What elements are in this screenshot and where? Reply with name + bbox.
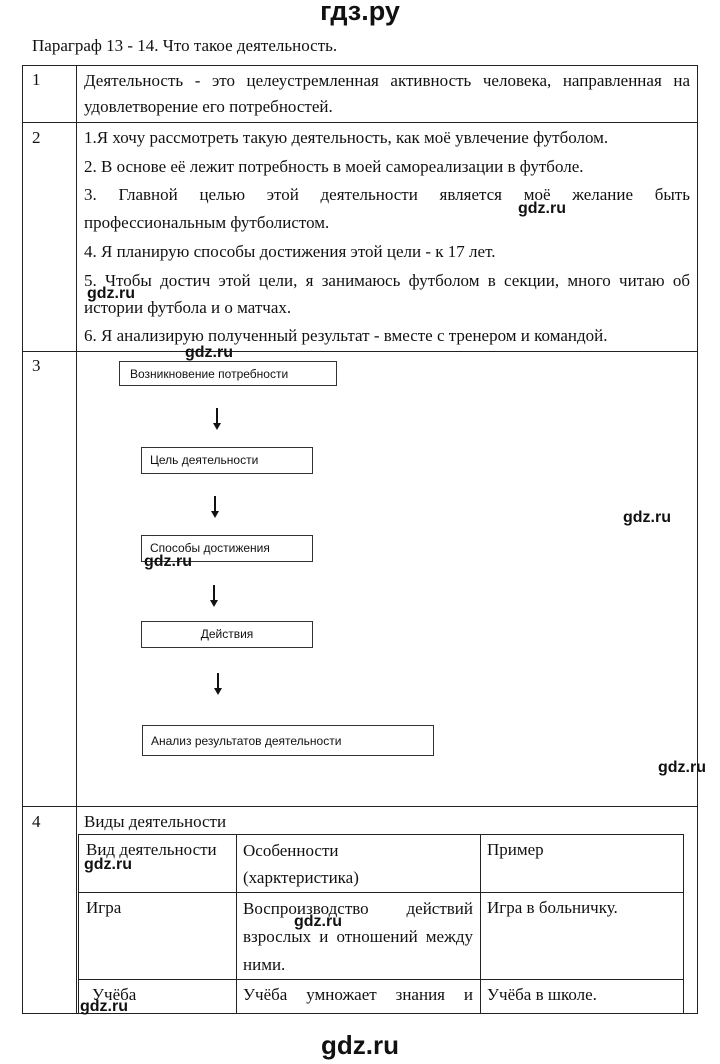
site-header: гдз.ру (320, 0, 400, 26)
table-cell: Учёба в школе. (487, 985, 597, 1004)
arrow-down-icon (213, 585, 215, 601)
inner-row-divider-1 (78, 892, 683, 893)
inner-table-border-top (78, 834, 683, 835)
list-item: 4. Я планирую способы достижения этой цели - к 17 лет. (84, 242, 496, 261)
table-header-cell: Вид деятельности (86, 840, 217, 859)
row-divider-3 (22, 806, 698, 807)
column-divider (76, 65, 77, 1013)
watermark: gdz.ru (144, 553, 192, 570)
list-item: 2. В основе её лежит потребность в моей самореализации в футболе. (84, 157, 584, 176)
inner-table-border-right (683, 834, 684, 1013)
arrow-down-icon (214, 496, 216, 512)
page-title: Параграф 13 - 14. Что такое деятельность. (32, 36, 338, 55)
watermark: gdz.ru (84, 856, 132, 873)
list-item: 1.Я хочу рассмотреть такую деятельность, как моё увлечение футболом. (84, 128, 609, 147)
table-border-top (22, 65, 698, 66)
watermark: gdz.ru (80, 998, 128, 1015)
table-cell: Воспроизводство действий взрослых и отношений между ними. (243, 899, 473, 974)
section-heading: Виды деятельности (84, 812, 227, 831)
list-item: 3. Главной целью этой деятельности является моё желание быть профессиональным футболистом. (84, 185, 690, 232)
inner-column-divider-1 (236, 834, 237, 1013)
arrow-down-icon (216, 408, 218, 424)
table-cell: Учёба умножает знания и (243, 985, 473, 1004)
inner-row-divider-2 (78, 979, 683, 980)
inner-column-divider-2 (480, 834, 481, 1013)
row-divider-2 (22, 351, 698, 352)
flow-step-need: Возникновение потребности (119, 361, 337, 386)
table-cell: Игра (86, 898, 122, 917)
definition-text: Деятельность - это целеустремленная активность человека, направленная на удовлетворение его потребностей. (84, 71, 690, 116)
watermark: gdz.ru (518, 200, 566, 217)
table-header-cell: Пример (487, 840, 544, 859)
row-number: 1 (32, 70, 41, 89)
table-border-right (697, 65, 698, 1013)
watermark: gdz.ru (294, 913, 342, 930)
list-item: 5. Чтобы достич этой цели, я занимаюсь футболом в секции, много читаю об истории футбола и о матчах. (84, 271, 690, 317)
row-divider-1 (22, 122, 698, 123)
site-footer: gdz.ru (321, 1030, 399, 1060)
flow-step-actions: Действия (141, 621, 313, 648)
flow-step-goal: Цель деятельности (141, 447, 313, 474)
watermark: gdz.ru (87, 285, 135, 302)
arrow-down-icon (217, 673, 219, 689)
row-number: 3 (32, 356, 41, 375)
list-item: 6. Я анализирую полученный результат - вместе с тренером и командой. (84, 326, 608, 345)
flow-step-analysis: Анализ результатов деятельности (142, 725, 434, 756)
row-number: 2 (32, 128, 41, 147)
watermark: gdz.ru (623, 509, 671, 526)
watermark: gdz.ru (185, 344, 233, 361)
table-header-cell: Особенности (харктеристика) (243, 841, 359, 887)
table-cell: Игра в больничку. (487, 898, 618, 917)
table-border-left (22, 65, 23, 1013)
table-cell: Учёба (92, 985, 137, 1004)
inner-table-border-left (78, 834, 79, 1013)
row-number: 4 (32, 812, 41, 831)
watermark: gdz.ru (658, 759, 706, 776)
flow-step-methods: Способы достижения (141, 535, 313, 562)
